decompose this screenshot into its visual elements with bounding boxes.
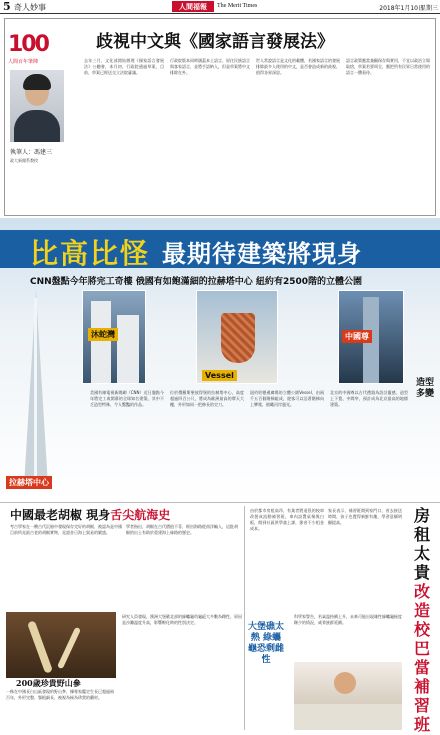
bus-classroom-photo [294,662,402,730]
rent-article-title: 房租太貴改造校巴當補習班 [413,506,430,734]
newspaper-logo: 人間福報 [172,1,214,12]
feature-paragraph: 美國有線電視新聞網（CNN）近日盤點今年將完工或開幕的全球知名建築，其中不乏造型特殊、令人驚豔的作品。 [90,390,164,407]
badge-100 [8,32,70,58]
rent-paragraph: 家長表示，補習班開到家門口，省去接送時間，孩子也覺得新鮮有趣，學習意願明顯提高。 [328,508,402,525]
issue-weekday: 星期三 [419,5,438,12]
building-label-2: Vessel [202,370,237,381]
badge-number: 100 [8,32,48,57]
ginseng-paragraph: 考古學家在一艘古代沉船中發現保存完好的胡椒，被認為是中國目前所見最古老的胡椒實物，見證昔日海上貿易的繁盛。 [10,524,122,535]
rent-paragraph: 由於都市房租高昂，有業者將退役的校車改裝成流動補習班，車內設置桌椅與白板，開到社區供學童上課，節省不少租金成本。 [250,508,324,531]
ginseng-article-title: 中國最老胡椒 現身舌尖航海史 [10,508,171,522]
building-label-3: 中國尊 [342,330,372,343]
column-paragraph: 去年三月，文化部開始辦理《國家語言發展法》公聽會，本月初，行政院通過草案，目前，草案已經送交立法院審議。 [84,58,164,75]
bacteria-paragraph: 研究人員發現，澳洲大堡礁北部的綠蠵龜幼龜絕大多數為雌性，原因是沙灘溫度升高，影響孵化時的性別決定。 [122,614,242,625]
feature-subhead: CNN盤點今年將完工奇樓 俄國有如飽滿細的拉赫塔中心 紐約有2500階的立體公園 [30,277,362,287]
feature-side-heading: 造型多變 [415,378,434,399]
newspaper-logo-en: The Merit Times [217,3,258,9]
bacteria-article-title: 大堡礁太熱 綠蠵龜恐剩雌性 [248,622,285,665]
ginseng-caption-title: 200歲珍貴野山參 [16,678,81,688]
ginseng-paragraph: 學者指出，胡椒在古代價值不菲，經由海路從南洋輸入，這批胡椒的出土有助於重建海上絲路的歷史。 [126,524,238,535]
tower-label: 拉赫塔中心 [6,476,52,489]
section-name: 奇人妙事 [14,3,46,12]
feature-paragraph: 位於俄羅斯聖彼得堡的拉赫塔中心，高度超過四百公尺，將成為歐洲最高的摩天大樓，外形如同一把修長的尖刀。 [170,390,244,407]
ginseng-caption-text: 一株在中國長白山區發現的野山參，據專家鑑定生長已超過兩百年，外形完整、鬚根細長，被視為極為珍貴的藥材。 [6,689,114,700]
ginseng-caption [6,678,116,730]
ginseng-photo [6,612,116,678]
building-label-1: 沐蛇灣 [88,328,118,341]
headline-rest: 最期待建築將現身 [162,240,362,268]
article-title: 歧視中文與《國家語言發展法》 [96,32,334,52]
column-paragraph: 行政院版本同時涵蓋本土語言、原住民族語言與客家語言，並將手語納入，但是草案將中文排除在外。 [170,58,250,75]
badge-subtitle: 人間百年筆陣 [8,59,39,65]
feature-paragraph: 紐約哈德遜廣場的立體公園Vessel，由兩千五百個階梯組成，遊客可以沿著階梯向上攀爬，俯瞰河岸風光。 [250,390,324,407]
author-title: 政大新聞系教授 [10,158,38,163]
column-paragraph: 世人常說語言是文化的載體，若國家語言的發展排除最多人使用的中文，是否會造成新的歧視，值得各界深思。 [256,58,340,75]
feature-paragraph: 北京的中國尊以古代禮器為設計靈感，造型上下寬、中間窄，預計成為北京最高的地標建築。 [330,390,408,407]
feature-article [0,218,440,500]
author-portrait [10,70,64,142]
author-name: 執筆人：馮建三 [10,149,53,156]
column-paragraph: 語言政策應當兼顧保存與實用，不宜以政治立場取捨，草案若要周全，應把所有民眾日常使用的語言一體看待。 [346,58,430,75]
feature-headline [0,230,440,268]
page-number: 5 [3,0,11,13]
bacteria-paragraph: 科學家警告，若氣溫持續上升，未來可能出現雄性綠蠵龜極度稀少的情況，威脅族群延續。 [294,614,402,625]
headline-highlight: 比高比怪 [30,237,151,270]
page-header [0,0,440,14]
issue-date: 2018年1月10日 [379,5,424,12]
